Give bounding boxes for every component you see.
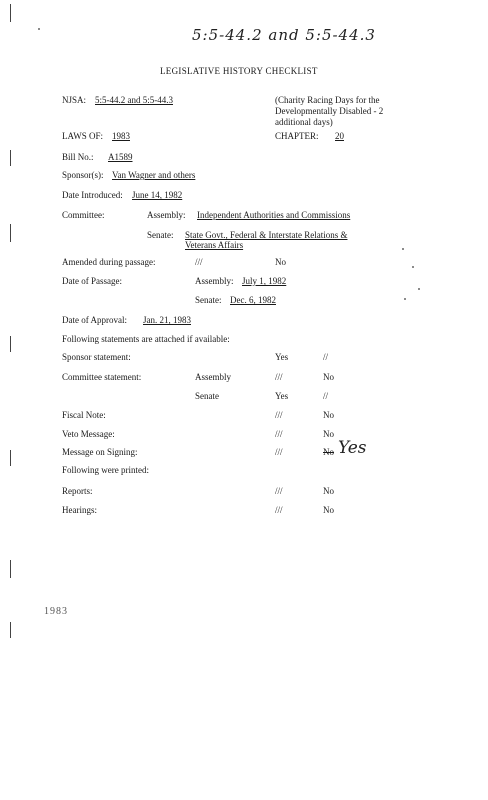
date-introduced-value: June 14, 1982: [132, 190, 183, 200]
amended-mark: ///: [195, 257, 203, 267]
following-attached-label: Following statements are attached if available:: [62, 334, 230, 344]
footer-stamp: 1983: [44, 606, 68, 617]
njsa-label: NJSA:: [62, 95, 87, 105]
scan-mark: [10, 4, 11, 22]
fiscal-note-mark: ///: [275, 410, 283, 420]
passage-assembly-label: Assembly:: [195, 276, 234, 286]
sponsors-label: Sponsor(s):: [62, 170, 104, 180]
committee-assembly-label: Assembly:: [147, 210, 186, 220]
date-introduced-label: Date Introduced:: [62, 190, 123, 200]
page-title: LEGISLATIVE HISTORY CHECKLIST: [160, 66, 318, 76]
committee-statement-senate-no: //: [323, 391, 329, 401]
committee-statement-assembly-no: No: [323, 372, 334, 382]
scan-speck: [402, 248, 404, 250]
hearings-answer: No: [323, 505, 334, 515]
fiscal-note-label: Fiscal Note:: [62, 410, 106, 420]
scan-speck: [418, 288, 420, 290]
scan-mark: [10, 150, 11, 166]
scan-mark: [10, 622, 11, 638]
sponsor-statement-no: //: [323, 352, 329, 362]
passage-senate-label: Senate:: [195, 295, 222, 305]
hearings-label: Hearings:: [62, 505, 97, 515]
date-of-approval-value: Jan. 21, 1983: [143, 315, 191, 325]
reports-answer: No: [323, 486, 334, 496]
committee-statement-assembly-label: Assembly: [195, 372, 231, 382]
committee-statement-assembly-yes: ///: [275, 372, 283, 382]
laws-of-label: LAWS OF:: [62, 131, 104, 141]
committee-statement-senate-yes: Yes: [275, 391, 289, 401]
veto-message-mark: ///: [275, 429, 283, 439]
committee-statement-senate-label: Senate: [195, 391, 219, 401]
scan-mark: [10, 336, 11, 352]
scan-speck: [38, 28, 40, 30]
scan-mark: [10, 560, 11, 578]
bill-no-value: A1589: [108, 152, 133, 162]
committee-statement-label: Committee statement:: [62, 372, 142, 382]
amended-answer: No: [275, 257, 286, 267]
date-of-passage-label: Date of Passage:: [62, 276, 122, 286]
sponsor-statement-yes: Yes: [275, 352, 289, 362]
chapter-value: 20: [335, 131, 344, 141]
committee-senate-value-line1: State Govt., Federal & Interstate Relations &: [185, 230, 348, 240]
message-on-signing-handwritten-answer: Yes: [338, 438, 367, 458]
reports-mark: ///: [275, 486, 283, 496]
committee-assembly-value: Independent Authorities and Commissions: [197, 210, 351, 220]
njsa-value: 5:5-44.2 and 5:5-44.3: [95, 95, 173, 105]
hearings-mark: ///: [275, 505, 283, 515]
passage-senate-value: Dec. 6, 1982: [230, 295, 276, 305]
following-printed-label: Following were printed:: [62, 465, 149, 475]
reports-label: Reports:: [62, 486, 93, 496]
handwritten-header: 5:5-44.2 and 5:5-44.3: [192, 26, 376, 44]
sponsors-value: Van Wagner and others: [112, 170, 196, 180]
date-of-approval-label: Date of Approval:: [62, 315, 127, 325]
fiscal-note-answer: No: [323, 410, 334, 420]
amended-label: Amended during passage:: [62, 257, 156, 267]
scan-speck: [412, 266, 414, 268]
veto-message-label: Veto Message:: [62, 429, 115, 439]
scan-mark: [10, 450, 11, 466]
description: (Charity Racing Days for the Developmentally Disabled - 2 additional days): [275, 95, 384, 127]
committee-senate-value-line2: Veterans Affairs: [185, 240, 244, 250]
message-on-signing-mark: ///: [275, 447, 283, 457]
scan-mark: [10, 224, 11, 242]
sponsor-statement-label: Sponsor statement:: [62, 352, 131, 362]
bill-no-label: Bill No.:: [62, 152, 94, 162]
chapter-label: CHAPTER:: [275, 131, 319, 141]
committee-label: Committee:: [62, 210, 105, 220]
message-on-signing-struck-answer: No: [323, 447, 334, 457]
message-on-signing-label: Message on Signing:: [62, 447, 138, 457]
passage-assembly-value: July 1, 1982: [242, 276, 287, 286]
committee-senate-label: Senate:: [147, 230, 174, 240]
laws-of-value: 1983: [112, 131, 130, 141]
veto-message-answer: No: [323, 429, 334, 439]
scan-speck: [404, 298, 406, 300]
